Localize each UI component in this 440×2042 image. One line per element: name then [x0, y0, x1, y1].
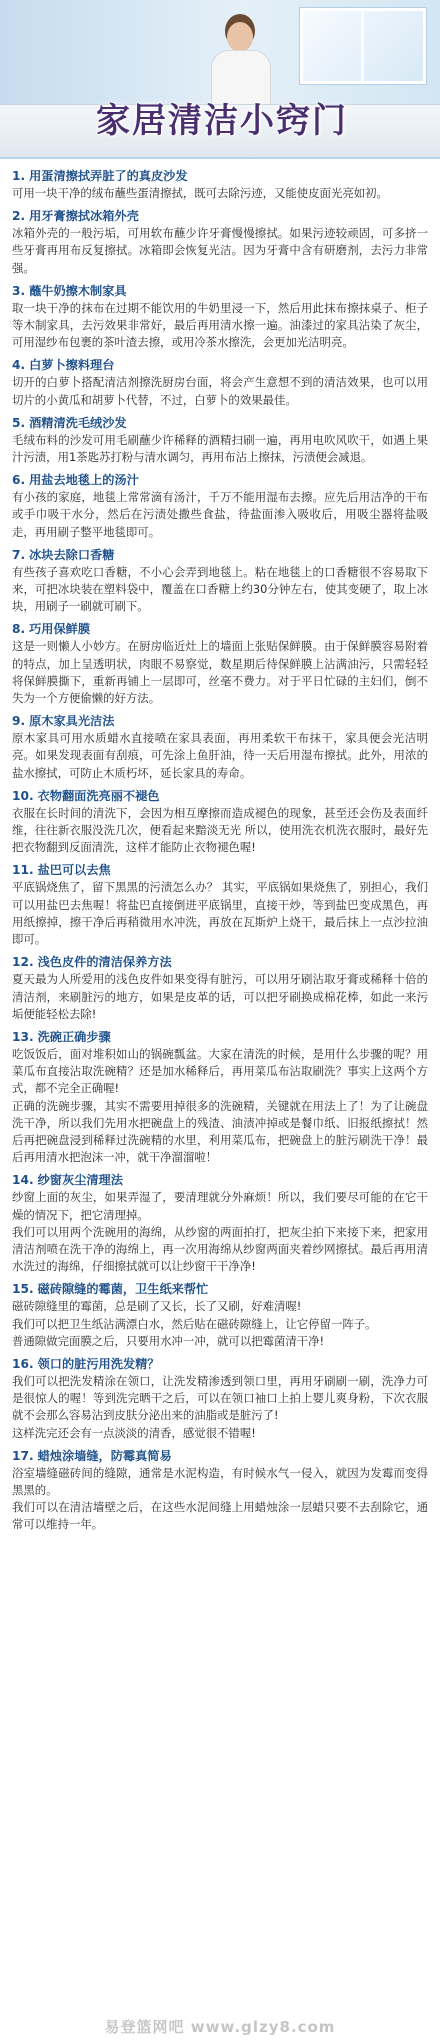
tip-body: 衣服在长时间的清洗下，会因为相互摩擦而造成褪色的现象，甚至还会伤及表面纤维，往往新衣服没洗几次，便看起来黯淡无光 所以，使用洗衣机洗衣服时，最好先把衣物翻到反面清洗，这样才能防止衣物褪色喔!	[12, 805, 428, 855]
tip-item	[12, 471, 428, 541]
tip-body: 我们可以在清洁墙壁之后，在这些水泥间缝上用蜡烛涂一层蜡只要不去刮除它，通常可以维持一年。	[12, 1500, 428, 1532]
tip-body: 我们可以把卫生纸沾满漂白水，然后贴在磁砖隙缝上，让它停留一阵子。	[12, 1316, 377, 1331]
tip-number: 11.	[12, 863, 34, 878]
tip-number: 3.	[12, 283, 26, 298]
tip-title: 用盐去地毯上的汤汁	[29, 473, 139, 488]
tip-body: 纱窗上面的灰尘，如果弄湿了，要清理就分外麻烦！所以，我们要尽可能的在它干燥的情况下，把它清理掉。	[12, 1190, 428, 1222]
tip-item	[12, 712, 428, 782]
tip-title: 盐巴可以去焦	[37, 863, 111, 878]
tips-list	[0, 159, 440, 1534]
tip-number: 16.	[12, 1356, 34, 1371]
tip-body: 吃饭饭后，面对堆积如山的锅碗瓢盆。大家在清洗的时候，是用什么步骤的呢？用菜瓜布直接沾取洗碗精？还是加水稀释后，再用菜瓜布沾取刷洗？事实上这两个方式，都不完全正确喔!	[12, 1046, 428, 1096]
tip-heading	[12, 787, 428, 805]
tip-title: 巧用保鲜膜	[29, 622, 91, 637]
tip-heading	[12, 1280, 428, 1298]
tip-number: 10.	[12, 788, 34, 803]
tip-number: 9.	[12, 714, 26, 729]
tip-number: 15.	[12, 1282, 34, 1297]
tip-body: 取一块干净的抹布在过期不能饮用的牛奶里浸一下，然后用此抹布擦抹桌子、柜子等木制家具，去污效果非常好，最后再用清水擦一遍。油漆过的家具沾染了灰尘，可用湿纱布包裹的茶叶渣去擦，或用冷茶水擦洗，会更加光洁明亮。	[12, 300, 428, 350]
tip-body: 切开的白萝卜搭配清洁剂擦洗厨房台面，将会产生意想不到的清洁效果，也可以用切片的小黄瓜和胡萝卜代替，不过，白萝卜的效果最佳。	[12, 375, 428, 407]
tip-item	[12, 861, 428, 948]
tip-number: 14.	[12, 1173, 34, 1188]
tip-number: 2.	[12, 209, 26, 224]
tip-body: 有小孩的家庭，地毯上常常滴有汤汁，千万不能用湿布去擦。应先后用洁净的干布或手巾吸干水分，然后在污渍处撒些食盐，待盐面渗入吸收后，用吸尘器将盐吸走，再用刷子整平地毯即可。	[12, 490, 428, 539]
tip-title: 酒精清洗毛绒沙发	[29, 415, 127, 430]
tip-heading	[12, 712, 428, 730]
tip-number: 12.	[12, 955, 34, 970]
tip-heading	[12, 1171, 428, 1189]
tip-item	[12, 1028, 428, 1166]
tip-body: 磁砖隙缝里的霉菌，总是刷了又长，长了又刷，好难清喔!	[12, 1299, 302, 1314]
tip-body: 有些孩子喜欢吃口香糖，不小心会弄到地毯上。粘在地毯上的口香糖很不容易取下来，可把冰块装在塑料袋中，覆盖在口香糖上约30分钟左右，使其变硬了，取上冰块，用刷子一刷就可刷下。	[12, 564, 428, 614]
tip-item	[12, 414, 428, 466]
tip-body: 冰箱外壳的一般污垢，可用软布蘸少许牙膏慢慢擦拭。如果污迹较顽固，可多挤一些牙膏再用布反复擦拭。冰箱即会恢复光洁。因为牙膏中含有研磨剂，去污力非常强。	[12, 226, 428, 275]
tip-item	[12, 953, 428, 1023]
tip-heading	[12, 953, 428, 971]
tip-body: 夏天最为人所爱用的浅色皮件如果变得有脏污，可以用牙刷沾取牙膏或稀释十倍的清洁剂，来刷脏污的地方，如果是皮革的话，可以把牙刷换成棉花棒，如此一来污垢便能轻松去除!	[12, 972, 428, 1021]
tip-title: 蘸牛奶擦木制家具	[29, 283, 127, 298]
tip-item	[12, 207, 428, 277]
tip-number: 6.	[12, 473, 26, 488]
tip-item	[12, 787, 428, 857]
tip-number: 1.	[12, 169, 26, 183]
person-head	[227, 22, 253, 52]
tip-body: 这是一则懒人小妙方。在厨房临近灶上的墙面上张贴保鲜膜。由于保鲜膜容易附着的特点，加上呈透明状，肉眼不易察觉，数星期后待保鲜膜上沾满油污，只需轻轻将保鲜膜撕下，重新再铺上一层即可，丝毫不费力。对于平日忙碌的主妇们，倒不失为一个方便偷懒的好方法。	[12, 639, 428, 706]
header-banner	[0, 0, 440, 159]
tip-heading	[12, 1447, 428, 1465]
tip-heading	[12, 167, 428, 185]
tip-title: 冰块去除口香糖	[29, 547, 115, 562]
tip-title: 原木家具光洁法	[29, 714, 115, 729]
tip-heading	[12, 1028, 428, 1046]
tip-item	[12, 167, 428, 202]
tip-title: 蜡烛涂墙缝，防霉真简易	[37, 1448, 172, 1463]
tip-title: 用蛋清擦拭弄脏了的真皮沙发	[29, 169, 188, 183]
tip-heading	[12, 414, 428, 432]
tip-heading	[12, 1355, 428, 1373]
tip-title: 衣物翻面洗亮丽不褪色	[37, 788, 160, 803]
tip-heading	[12, 282, 428, 300]
tip-number: 8.	[12, 622, 26, 637]
tip-title: 白萝卜擦料理台	[29, 358, 115, 373]
tip-number: 4.	[12, 358, 26, 373]
tip-title: 磁砖隙缝的霉菌，卫生纸来帮忙	[37, 1282, 209, 1297]
tip-heading	[12, 546, 428, 564]
tip-number: 7.	[12, 547, 26, 562]
tip-item	[12, 620, 428, 707]
tip-heading	[12, 861, 428, 879]
tip-body: 我们可以用两个洗碗用的海绵，从纱窗的两面拍打，把灰尘拍下来接下来，把家用清洁剂喷在洗干净的海绵上，再一次用海绵从纱窗两面夹着纱网擦拭。最后再用清水洗过的海绵，仔细擦拭就可以让纱窗干干净净!	[12, 1224, 428, 1274]
tip-number: 17.	[12, 1448, 34, 1463]
tip-body: 正确的洗碗步骤，其实不需要用掉很多的洗碗精，关键就在用法上了！为了让碗盘洗干净，所以我们先用水把碗盘上的残渣、油渍冲掉或是餐巾纸、旧报纸擦拭！然后再把碗盘浸到稀释过洗碗精的水里，利用菜瓜布，把碗盘上的脏污刷洗干净！最后再用清水把泡沫一冲，就干净溜溜啦！	[12, 1098, 428, 1165]
tip-heading	[12, 207, 428, 225]
tip-item	[12, 1355, 428, 1442]
tip-item	[12, 1280, 428, 1350]
tip-item	[12, 1447, 428, 1534]
tip-title: 纱窗灰尘清理法	[37, 1173, 123, 1188]
tip-item	[12, 546, 428, 616]
tip-item	[12, 356, 428, 408]
tip-body: 浴室墙缝磁砖间的缝隙，通常是水泥构造，有时候水气一侵入，就因为发霉而变得黑黑的。	[12, 1465, 428, 1497]
tip-body: 可用一块干净的绒布蘸些蛋清擦拭，既可去除污迹，又能使皮面光亮如初。	[12, 186, 388, 200]
tip-title: 洗碗正确步骤	[37, 1029, 111, 1044]
tip-title: 领口的脏污用洗发精？	[37, 1356, 160, 1371]
tip-body: 原木家具可用水质蜡水直接喷在家具表面，再用柔软干布抹干，家具便会光洁明亮。如果发现表面有刮痕，可先涂上鱼肝油，待一天后用湿布擦拭。此外，用浓的盐水擦拭，可防止木质朽坏，延长家具的寿命。	[12, 731, 428, 780]
tip-title: 用牙膏擦拭冰箱外壳	[29, 209, 139, 224]
banner-window	[300, 8, 426, 84]
tip-body: 平底锅烧焦了，留下黑黑的污渍怎么办？ 其实，平底锅如果烧焦了，别担心，我们可以用盐巴去焦喔！将盐巴直接倒进平底锅里，直接干炒，等到盐巴变成黑色，再用纸擦掉，擦干净后再稍微用水冲洗，再放在瓦斯炉上烧干，最后抹上一点沙拉油即可。	[12, 880, 428, 947]
tip-heading	[12, 471, 428, 489]
tip-item	[12, 1171, 428, 1275]
tip-number: 5.	[12, 415, 26, 430]
site-watermark: 易登篮网吧 www.glzy8.com	[104, 2017, 336, 2036]
tip-number: 13.	[12, 1029, 34, 1044]
tip-heading	[12, 356, 428, 374]
tip-item	[12, 282, 428, 352]
tip-heading	[12, 620, 428, 638]
tip-body: 这样洗完还会有一点淡淡的清香，感觉很不错喔!	[12, 1425, 256, 1440]
tip-body: 毛绒布料的沙发可用毛刷蘸少许稀释的酒精扫刷一遍，再用电吹风吹干，如遇上果汁污渍，用1茶匙苏打粉与清水调匀，再用布沾上擦抹，污渍便会减退。	[12, 432, 428, 465]
tip-title: 浅色皮件的清洁保养方法	[37, 955, 172, 970]
page-title: 家居清洁小窍门	[96, 100, 348, 141]
tip-body: 普通隙做完面膜之后，只要用水冲一冲，就可以把霉菌清干净!	[12, 1333, 325, 1348]
tip-body: 我们可以把洗发精涂在领口，让洗发精渗透到领口里，再用牙刷刷一刷，洗净力可是很惊人的喔！等到洗完晒干之后，可以在领口袖口上拍上婴儿爽身粉，下次衣服就不会那么容易沾到皮肤分泌出来的油脂或是脏污了!	[12, 1373, 428, 1423]
